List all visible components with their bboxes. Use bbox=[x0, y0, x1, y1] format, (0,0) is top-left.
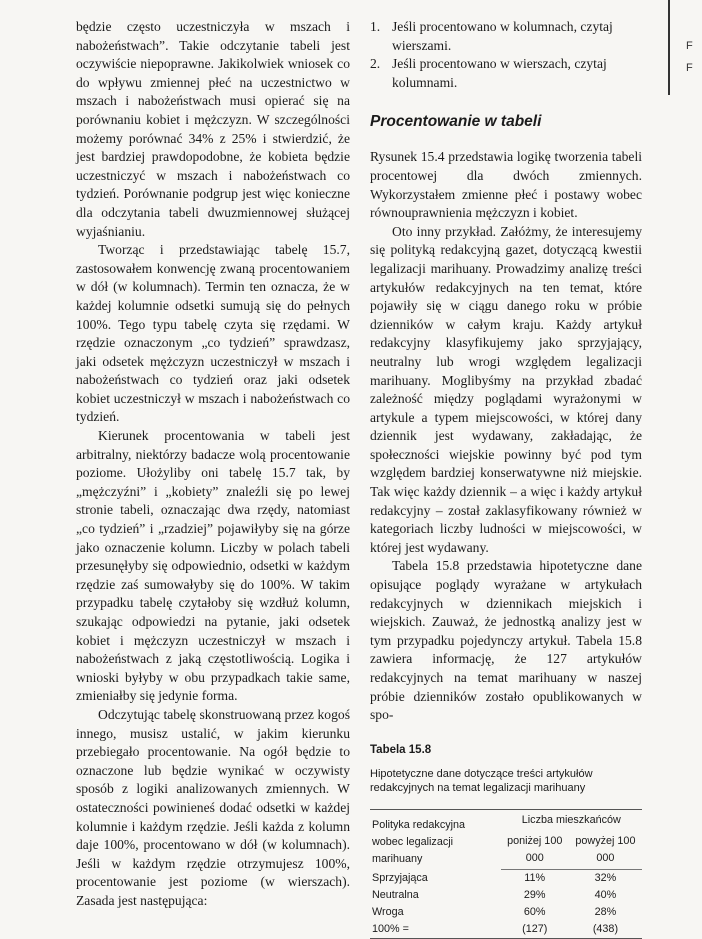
paragraph: będzie często uczestniczyła w mszach i nabożeństwach”. Takie odczytanie tabeli jest oczywiście niepoprawne. Jakikolwiek wniosek co do wpływu zmiennej płeć na uczestnictwo w mszach i nabożeństwach musi opierać się na porównaniu kobiet i mężczyzn. W szczególności możemy porównać 34% z 25% i stwierdzić, że jest bardziej prawdopodobne, że kobieta będzie uczestniczyć w mszach i nabożeństwach co tydzień. Porównanie podgrup jest więc konieczne dla odczytania tabeli dwuzmiennowej służącej wyjaśnianiu. bbox=[76, 19, 350, 239]
row-label: Sprzyjająca bbox=[372, 872, 428, 885]
list-number: 1. bbox=[370, 19, 381, 34]
cell: 29% bbox=[523, 889, 546, 902]
table-caption: Hipotetyczne dane dotyczące treści artykułów redakcyjnych na temat legalizacji marihuany bbox=[370, 768, 593, 795]
table-row bbox=[370, 921, 642, 939]
paragraph: Tabela 15.8 przedstawia hipotetyczne dane opisujące poglądy wyrażane w artykułach redakcyjnych w dziennikach miejskich i wiejskich. Zauważ, że jednostką analizy jest w tym przypadku pojedynczy artykuł. Tabela 15.8 zawiera informację, że 127 artykułów redakcyjnych na temat marihuany w naszej próbie dzienników zostało opublikowanych w spo- bbox=[370, 558, 642, 723]
cell: (438) bbox=[592, 923, 619, 936]
rules-list bbox=[370, 18, 642, 92]
row-label: Wroga bbox=[372, 906, 404, 919]
paragraph: Odczytując tabelę skonstruowaną przez kogoś innego, musisz ustalić, w jakim kierunku przebiegało procentowanie. Na ogół będzie to oznaczone lub będzie wynikać w oczywisty sposób z logiki analizowanych zmiennych. W ostateczności powinieneś dodać odsetki w każdej kolumnie i każdym rzędzie. Jeśli każda z kolumn daje 100%, procentowano w dół (w kolumnach). Jeśli w każdym rzędzie otrzymujesz 100%, procentowanie jest poziome (w wierszach). Zasada jest następująca: bbox=[76, 706, 350, 908]
list-text: Jeśli procentowano w kolumnach, czytaj wierszami. bbox=[392, 19, 613, 53]
right-column bbox=[370, 18, 642, 939]
paragraph: Kierunek procentowania w tabeli jest arbitralny, niektórzy badacze wolą procentowanie poziome. Ułożyliby oni tabelę 15.7 tak, by „mężczyźni” i „kobiety” znaleźli się po lewej stronie tabeli, oznaczając dwa rzędy, natomiast „co tydzień” i „rzadziej” pojawiłyby się na górze jako oznaczenie kolumn. Liczby w polach tabeli przesunęłyby się odpowiednio, odsetki w każdym rzędzie zaś sumowałyby się do 100%. W takim przypadku tabelę czytałoby się wzdłuż kolumn, szukając odpowiedzi na pytanie, jaki odsetek kobiet i mężczyzn uczestniczył w mszach i nabożeństwach z jaką częstotliwością. Logika i wnioski byłyby w obu przypadkach takie same, zmieniałby się jedynie forma. bbox=[76, 428, 350, 704]
page-edge-divider bbox=[668, 0, 670, 95]
paragraph: Oto inny przykład. Załóżmy, że interesujemy się polityką redakcyjną gazet, dotyczącą kwestii legalizacji marihuany. Prowadzimy analizę treści artykułów redakcyjnych na ten temat, które pojawiły się w ciągu danego roku w próbie dzienników w całym kraju. Każdy artykuł redakcyjny klasyfikujemy jako sprzyjający, neutralny lub wrogi względem legalizacji marihuany. Moglibyśmy na przykład zbadać zależność między poglądami wyrażonymi w artykule a typem miejscowości, w której dany dziennik jest wydawany, zakładając, że społeczności wiejskie powinny być pod tym względem bardziej konserwatywne niż miejskie. Tak więc każdy dziennik – a więc i każdy artykuł redakcyjny – został zaklasyfikowany również w kategoriach liczby ludności w miejscowości, w której jest wydawany. bbox=[370, 223, 642, 555]
cell: 28% bbox=[594, 906, 617, 919]
row-label: 100% = bbox=[372, 923, 409, 936]
cell: (127) bbox=[522, 923, 548, 936]
row-header: Polityka redakcyjna wobec legalizacji marihuany bbox=[372, 818, 466, 865]
cell: 11% bbox=[524, 872, 546, 885]
margin-mark: F bbox=[686, 62, 693, 74]
list-item bbox=[370, 18, 642, 55]
table-row bbox=[370, 870, 642, 888]
paragraph: Rysunek 15.4 przedstawia logikę tworzenia tabeli procentowej dla dwóch zmiennych. Wykorzystałem zmienne płeć i postawy wobec równouprawnienia mężczyzn i kobiet. bbox=[370, 149, 642, 221]
row-label: Neutralna bbox=[372, 889, 419, 902]
table-number: Tabela 15.8 bbox=[370, 743, 432, 756]
cell: 32% bbox=[594, 872, 617, 885]
cell: 40% bbox=[594, 889, 617, 902]
list-item bbox=[370, 55, 642, 92]
section-title: Procentowanie w tabeli bbox=[370, 113, 542, 131]
paragraph: Tworząc i przedstawiając tabelę 15.7, zastosowałem konwencję zwaną procentowaniem w dół (w kolumnach). Termin ten oznacza, że w każdej kolumnie odsetki sumują się do pełnych 100%. Tego typu tabelę czyta się rzędami. W rzędzie oznaczonym „co tydzień” sprawdzasz, jaki odsetek mężczyzn uczestniczył w mszach i nabożeństwach co tydzień oraz jaki odsetek kobiet uczestniczył w mszach i nabożeństwach co tydzień. bbox=[76, 242, 350, 425]
column-header: poniżej 100 000 bbox=[501, 831, 569, 870]
list-text: Jeśli procentowano w wierszach, czytaj kolumnami. bbox=[392, 56, 607, 90]
margin-mark: F bbox=[686, 40, 693, 52]
group-header: Liczba mieszkańców bbox=[521, 814, 621, 827]
table-row bbox=[370, 887, 642, 904]
left-column bbox=[76, 18, 350, 911]
cell: 60% bbox=[523, 906, 546, 919]
table-row bbox=[370, 904, 642, 921]
list-number: 2. bbox=[370, 56, 381, 72]
data-table bbox=[370, 809, 642, 939]
column-header: powyżej 100 000 bbox=[569, 831, 642, 870]
